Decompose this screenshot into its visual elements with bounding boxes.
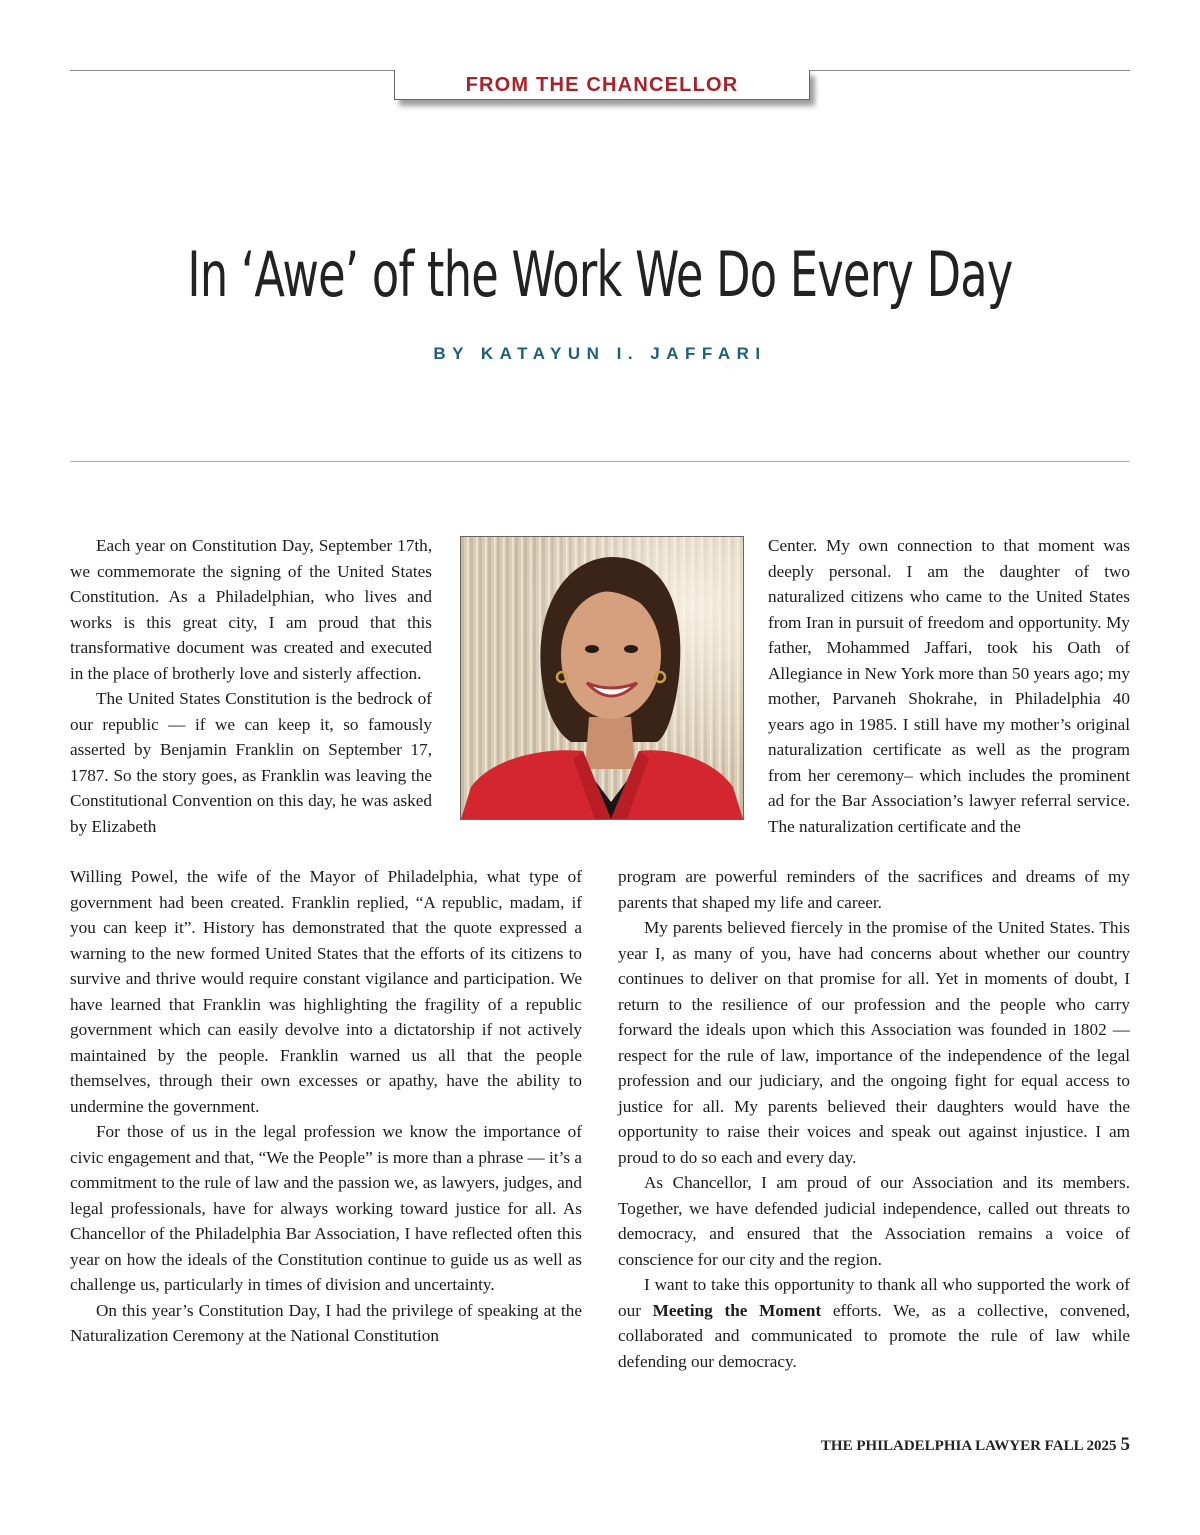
text-run: efforts. We, as a collective, convened, collaborated and communicated to promote the rule of law while defending our democracy.	[618, 1300, 1130, 1371]
section-tab	[394, 70, 810, 100]
paragraph	[618, 1272, 1130, 1374]
paragraph: My parents believed fiercely in the promise of the United States. This year I, as many of you, have had concerns about whether our country continues to deliver on that promise for all. Yet in moments of doubt, I return to the resilience of our profession and the people who carry forward the ideals upon which this Association was founded in 1802 — respect for the rule of law, importance of the independence of the legal profession and our judiciary, and the ongoing fight for equal access to justice for all. My parents believed their daughters would have the opportunity to raise their voices and speak out against injustice. I am proud to do so each and every day.	[618, 918, 1130, 1167]
header-divider	[70, 461, 1130, 462]
paragraph: Center. My own connection to that moment was deeply personal. I am the daughter of two naturalized citizens who came to the United States from Iran in pursuit of freedom and opportunity. My father, Mohammed Jaffari, took his Oath of Allegiance in New York more than 50 years ago; my mother, Parvaneh Shokrahe, in Philadelphia 40 years ago in 1985. I still have my mother’s original naturalization certificate as well as the program from her ceremony– which includes the prominent ad for the Bar Association’s lawyer referral service. The naturalization certificate and the	[768, 536, 1130, 836]
publication-name: THE PHILADELPHIA LAWYER FALL 2025	[820, 1438, 1117, 1454]
paragraph: On this year’s Constitution Day, I had the privilege of speaking at the Naturalization Ceremony at the National Constitution	[70, 1300, 582, 1345]
paragraph: As Chancellor, I am proud of our Association and its members. Together, we have defended judicial independence, called out threats to democracy, and ensured that the Association remains a voice of conscience for our city and the region.	[618, 1173, 1130, 1269]
portrait-photo	[460, 536, 744, 820]
right-column-bottom	[618, 864, 1130, 1374]
page-number: 5	[1120, 1434, 1130, 1455]
page-footer	[821, 1434, 1130, 1456]
text-run: I want to take this opportunity to thank all who supported the work of our	[618, 1275, 1130, 1320]
paragraph: Each year on Constitution Day, September 17th, we commemorate the signing of the United States Constitution. As a Philadelphian, who lives and works is this great city, I am proud that this transformative document was created and executed in the place of brotherly love and sisterly affection.	[70, 536, 432, 683]
paragraph: Willing Powel, the wife of the Mayor of Philadelphia, what type of government had been created. Franklin replied, “A republic, madam, if you can keep it”. History has demonstrated that the quote expressed a warning to the new formed United States that the efforts of its citizens to survive and thrive would require constant vigilance and participation. We have learned that Franklin was highlighting the fragility of a republic government which can easily devolve into a dictatorship if not actively maintained by the people. Franklin warned us all that the people themselves, through their own excesses or apathy, have the ability to undermine the government.	[70, 867, 582, 1116]
paragraph: The United States Constitution is the bedrock of our republic — if we can keep it, so famously asserted by Benjamin Franklin on September 17, 1787. So the story goes, as Franklin was leaving the Constitutional Convention on this day, he was asked by Elizabeth	[70, 689, 432, 836]
emphasis-text: Meeting the Moment	[652, 1300, 822, 1320]
left-column-top	[70, 533, 432, 839]
paragraph: program are powerful reminders of the sacrifices and dreams of my parents that shaped my life and career.	[618, 867, 1130, 912]
left-column-bottom	[70, 864, 582, 1349]
section-label: FROM THE CHANCELLOR	[465, 74, 739, 96]
paragraph: For those of us in the legal profession we know the importance of civic engagement and that, “We the People” is more than a phrase — it’s a commitment to the rule of law and the passion we, as lawyers, judges, and legal professionals, have for always working toward justice for all. As Chancellor of the Philadelphia Bar Association, I have reflected often this year on how the ideals of the Constitution continue to guide us as well as challenge us, particularly in times of division and uncertainty.	[70, 1122, 582, 1294]
article-title: In ‘Awe’ of the Work We Do Every Day	[187, 238, 1013, 311]
right-column-top	[768, 533, 1130, 839]
article-byline: BY KATAYUN I. JAFFARI	[433, 344, 767, 363]
